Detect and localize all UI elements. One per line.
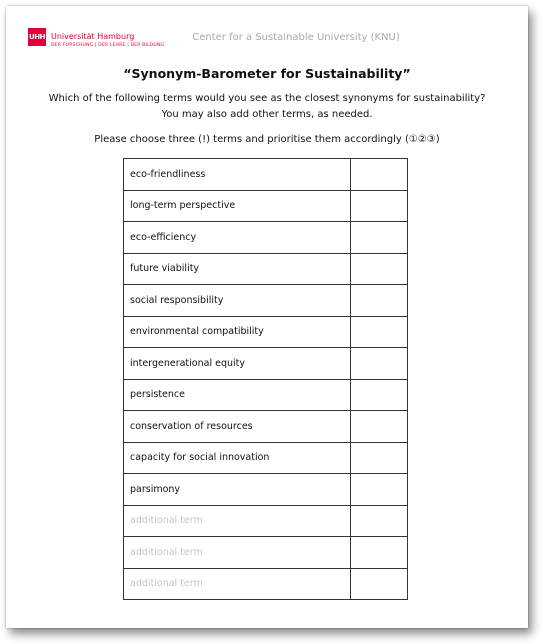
term-row xyxy=(124,285,408,317)
term-row xyxy=(124,222,408,254)
additional-term-cell[interactable]: additional term xyxy=(124,537,351,569)
page-title: “Synonym-Barometer for Sustainability” xyxy=(123,66,411,81)
additional-term-cell[interactable]: additional term xyxy=(124,568,351,600)
term-row xyxy=(124,442,408,474)
terms-table xyxy=(123,158,408,600)
rank-box[interactable] xyxy=(351,348,408,380)
term-row xyxy=(124,348,408,380)
term-label: future viability xyxy=(124,253,351,285)
term-label: persistence xyxy=(124,379,351,411)
term-label: intergenerational equity xyxy=(124,348,351,380)
term-label: eco-efficiency xyxy=(124,222,351,254)
survey-sheet xyxy=(6,6,528,628)
term-label: eco-friendliness xyxy=(124,159,351,191)
term-row xyxy=(124,159,408,191)
rank-box[interactable] xyxy=(351,285,408,317)
term-row xyxy=(124,253,408,285)
logo-tagline: DER FORSCHUNG | DER LEHRE | DER BILDUNG xyxy=(51,43,165,48)
rank-box[interactable] xyxy=(351,222,408,254)
additional-term-cell[interactable]: additional term xyxy=(124,505,351,537)
rank-box[interactable] xyxy=(351,537,408,569)
term-label: social responsibility xyxy=(124,285,351,317)
additional-term-row xyxy=(124,537,408,569)
rank-box[interactable] xyxy=(351,568,408,600)
term-label: conservation of resources xyxy=(124,411,351,443)
rank-box[interactable] xyxy=(351,411,408,443)
term-row xyxy=(124,411,408,443)
question-text xyxy=(26,91,508,123)
university-logo xyxy=(28,28,164,48)
term-label: capacity for social innovation xyxy=(124,442,351,474)
term-row xyxy=(124,316,408,348)
rank-box[interactable] xyxy=(351,253,408,285)
rank-box[interactable] xyxy=(351,316,408,348)
rank-box[interactable] xyxy=(351,505,408,537)
question-line-2: You may also add other terms, as needed. xyxy=(161,109,373,120)
header-center-text: Center for a Sustainable University (KNU) xyxy=(192,32,400,43)
term-row xyxy=(124,190,408,222)
term-row xyxy=(124,379,408,411)
instruction-text: Please choose three (!) terms and prioritise them accordingly (①②③) xyxy=(94,134,440,145)
term-label: long-term perspective xyxy=(124,190,351,222)
logo-mark: UHH xyxy=(28,28,46,46)
question-line-1: Which of the following terms would you see as the closest synonyms for sustainability? xyxy=(48,93,486,104)
rank-box[interactable] xyxy=(351,190,408,222)
additional-term-row xyxy=(124,505,408,537)
rank-box[interactable] xyxy=(351,159,408,191)
rank-box[interactable] xyxy=(351,442,408,474)
term-label: environmental compatibility xyxy=(124,316,351,348)
rank-box[interactable] xyxy=(351,474,408,506)
logo-name: Universität Hamburg xyxy=(51,32,135,41)
additional-term-row xyxy=(124,568,408,600)
rank-box[interactable] xyxy=(351,379,408,411)
term-label: parsimony xyxy=(124,474,351,506)
term-row xyxy=(124,474,408,506)
